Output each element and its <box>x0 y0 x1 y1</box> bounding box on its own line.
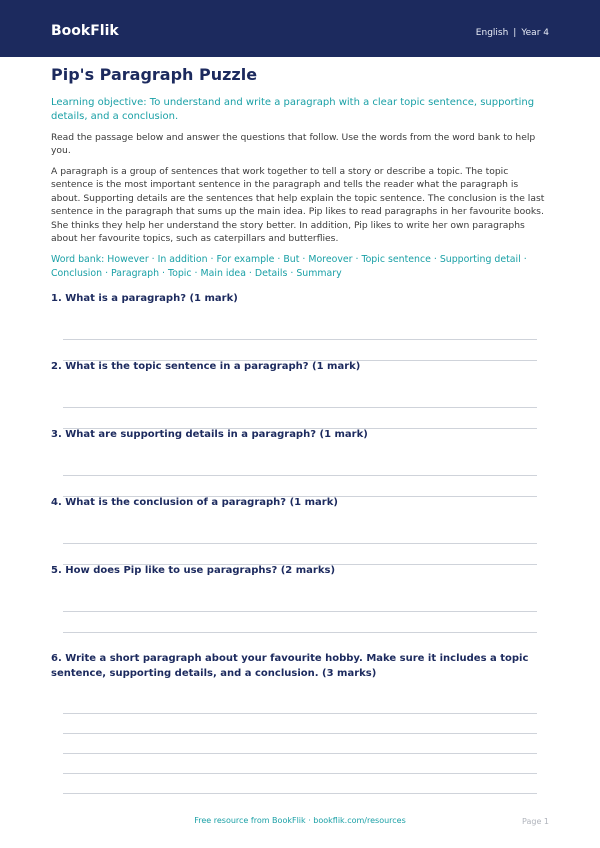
word-bank: Word bank: However · In addition · For example · But · Moreover · Topic sentence · Supporting detail · Conclusion · Paragraph · Topic · Main idea · Details · Summary <box>51 254 527 279</box>
page-number: Page 1 <box>522 817 549 826</box>
answer-line[interactable] <box>63 475 537 476</box>
brand-logo: BookFlik <box>51 23 119 39</box>
question-2: 2. What is the topic sentence in a paragraph? (1 mark) <box>51 361 361 372</box>
answer-line[interactable] <box>63 733 537 734</box>
answer-line[interactable] <box>63 713 537 714</box>
question-3: 3. What are supporting details in a paragraph? (1 mark) <box>51 429 368 440</box>
answer-line[interactable] <box>63 773 537 774</box>
question-5: 5. How does Pip like to use paragraphs? (2 marks) <box>51 565 336 576</box>
answer-line[interactable] <box>63 753 537 754</box>
page-title: Pip's Paragraph Puzzle <box>51 65 258 84</box>
reading-passage: A paragraph is a group of sentences that work together to tell a story or describe a topic. The topic sentence is the most important sentence in the paragraph and tells the reader what the paragraph is about. Supporting details are the sentences that help explain the topic sentence. The conclusion is the last sentence in the paragraph that sums up the main idea. Pip likes to read paragraphs in her favourite books. She thinks they help her understand the story better. In addition, Pip likes to write her own paragraphs about her favourite topics, such as caterpillars and butterflies. <box>51 166 545 245</box>
question-1: 1. What is a paragraph? (1 mark) <box>51 293 238 304</box>
learning-objective: Learning objective: To understand and write a paragraph with a clear topic sentence, supporting details, and a conclusion. <box>51 97 535 122</box>
answer-line[interactable] <box>63 793 537 794</box>
instructions: Read the passage below and answer the questions that follow. Use the words from the word bank to help you. <box>51 132 536 156</box>
answer-line[interactable] <box>63 632 537 633</box>
page-header <box>0 0 600 57</box>
year-label: Year 4 <box>521 28 549 38</box>
answer-line[interactable] <box>63 407 537 408</box>
footer-credit: Free resource from BookFlik · bookflik.com/resources <box>194 816 406 825</box>
subject-label: English <box>475 28 509 38</box>
question-6: 6. Write a short paragraph about your favourite hobby. Make sure it includes a topic sentence, supporting details, and a conclusion. (3 marks) <box>51 653 529 679</box>
worksheet-intro <box>51 64 549 280</box>
answer-line[interactable] <box>63 543 537 544</box>
meta-separator: | <box>513 28 517 38</box>
header-meta <box>476 28 549 38</box>
question-4: 4. What is the conclusion of a paragraph? (1 mark) <box>51 497 338 508</box>
answer-line[interactable] <box>63 611 537 612</box>
answer-line[interactable] <box>63 339 537 340</box>
